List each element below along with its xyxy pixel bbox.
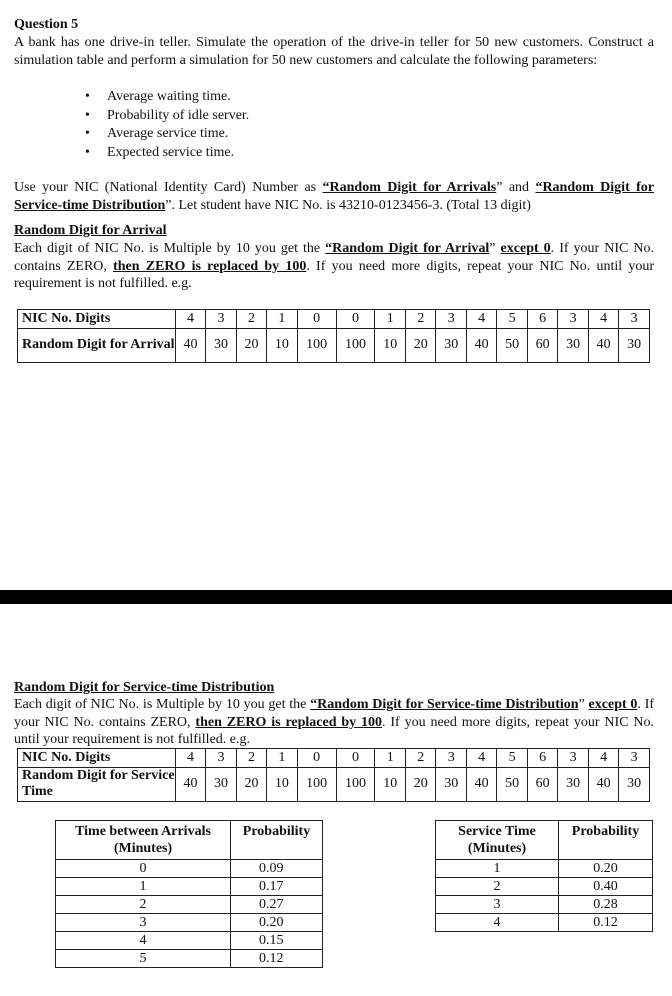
- value-cell: 20: [236, 328, 266, 362]
- table-row: 3 0.28: [436, 896, 653, 914]
- digit-cell: 0: [297, 310, 336, 329]
- value-cell: 30: [436, 328, 466, 362]
- table-row: 4 0.12: [436, 914, 653, 932]
- service-heading: Random Digit for Service-time Distribution: [14, 680, 275, 695]
- arrival-probability-table: [55, 820, 323, 968]
- table-row: 3 0.20: [56, 914, 323, 932]
- column-header: Time between Arrivals (Minutes): [56, 821, 231, 860]
- parameter-item: • Average waiting time.: [85, 88, 249, 107]
- service-probability-table: [435, 820, 653, 932]
- digit-cell: 4: [588, 749, 618, 768]
- value-cell: 30: [558, 328, 588, 362]
- digit-cell: 4: [175, 749, 205, 768]
- digit-cell: 0: [336, 749, 375, 768]
- digit-cell: 5: [497, 310, 527, 329]
- digit-cell: 6: [527, 310, 557, 329]
- value-cell: 20: [236, 767, 266, 801]
- value-cell: 30: [619, 328, 650, 362]
- digit-cell: 3: [558, 310, 588, 329]
- value-cell: 30: [436, 767, 466, 801]
- table-row: 1 0.20: [436, 860, 653, 878]
- nic-instructions: Use your NIC (National Identity Card) Number as “Random Digit for Arrivals” and “Random Digit for Service-time Distribution”. Let student have NIC No. is 43210-0123456-3. (Total 13 digit): [14, 180, 654, 213]
- table-row: 5 0.12: [56, 950, 323, 968]
- digit-cell: 5: [497, 749, 527, 768]
- table-row: 4 0.15: [56, 932, 323, 950]
- digit-cell: 4: [175, 310, 205, 329]
- page-separator: [0, 590, 672, 604]
- value-cell: 100: [297, 767, 336, 801]
- parameter-item: • Average service time.: [85, 125, 249, 144]
- value-cell: 30: [206, 767, 236, 801]
- digit-cell: 2: [405, 749, 435, 768]
- row-label: NIC No. Digits: [18, 749, 176, 768]
- arrival-digit-table: [17, 309, 650, 363]
- digit-cell: 3: [558, 749, 588, 768]
- column-header: Probability: [559, 821, 653, 860]
- digit-cell: 3: [206, 749, 236, 768]
- value-cell: 40: [588, 328, 618, 362]
- digit-cell: 2: [236, 749, 266, 768]
- digit-cell: 1: [267, 310, 297, 329]
- digit-cell: 4: [588, 310, 618, 329]
- table-row: 2 0.40: [436, 878, 653, 896]
- parameter-item: • Expected service time.: [85, 144, 249, 163]
- value-cell: 40: [175, 767, 205, 801]
- column-header: Probability: [231, 821, 323, 860]
- digit-cell: 4: [466, 310, 496, 329]
- value-cell: 10: [375, 767, 405, 801]
- arrival-heading: Random Digit for Arrival: [14, 223, 167, 238]
- table-row: 0 0.09: [56, 860, 323, 878]
- digit-cell: 1: [375, 310, 405, 329]
- parameter-list: [85, 88, 249, 162]
- service-instructions: Each digit of NIC No. is Multiple by 10 you get the “Random Digit for Service-time Distribution” except 0. If your NIC No. contains ZERO, then ZERO is replaced by 100. If you need more digits, repeat your NIC No. until your requirement is not fulfilled. e.g.: [14, 697, 655, 747]
- value-cell: 40: [466, 767, 496, 801]
- column-header: Service Time (Minutes): [436, 821, 559, 860]
- digit-cell: 0: [336, 310, 375, 329]
- table-row: 1 0.17: [56, 878, 323, 896]
- value-cell: 50: [497, 767, 527, 801]
- value-cell: 100: [336, 328, 375, 362]
- service-digit-table: [17, 748, 650, 802]
- digit-cell: 3: [436, 310, 466, 329]
- value-cell: 100: [336, 767, 375, 801]
- row-label: Random Digit for Arrival: [18, 328, 176, 362]
- table-row: 2 0.27: [56, 896, 323, 914]
- question-title: Question 5: [14, 17, 79, 32]
- value-cell: 30: [619, 767, 650, 801]
- digit-cell: 6: [527, 749, 557, 768]
- value-cell: 40: [466, 328, 496, 362]
- value-cell: 60: [527, 767, 557, 801]
- digit-cell: 1: [375, 749, 405, 768]
- digit-cell: 1: [267, 749, 297, 768]
- value-cell: 40: [588, 767, 618, 801]
- value-cell: 30: [206, 328, 236, 362]
- digit-cell: 3: [436, 749, 466, 768]
- arrival-instructions: Each digit of NIC No. is Multiple by 10 you get the “Random Digit for Arrival” except 0. If your NIC No. contains ZERO, then ZERO is replaced by 100. If you need more digits, repeat your NIC No. until your requirement is not fulfilled. e.g.: [14, 241, 654, 291]
- question-intro: A bank has one drive-in teller. Simulate the operation of the drive-in teller for 50 new customers. Construct a simulation table and perform a simulation for 50 new customers and calculate the following parameters:: [14, 35, 654, 68]
- digit-cell: 3: [619, 310, 650, 329]
- digit-cell: 3: [619, 749, 650, 768]
- digit-cell: 2: [236, 310, 266, 329]
- value-cell: 40: [175, 328, 205, 362]
- value-cell: 20: [405, 328, 435, 362]
- digit-cell: 0: [297, 749, 336, 768]
- row-label: NIC No. Digits: [18, 310, 176, 329]
- value-cell: 20: [405, 767, 435, 801]
- digit-cell: 3: [206, 310, 236, 329]
- parameter-item: • Probability of idle server.: [85, 107, 249, 126]
- digit-cell: 4: [466, 749, 496, 768]
- value-cell: 10: [375, 328, 405, 362]
- value-cell: 50: [497, 328, 527, 362]
- digit-cell: 2: [405, 310, 435, 329]
- value-cell: 30: [558, 767, 588, 801]
- value-cell: 10: [267, 328, 297, 362]
- value-cell: 10: [267, 767, 297, 801]
- value-cell: 60: [527, 328, 557, 362]
- value-cell: 100: [297, 328, 336, 362]
- row-label: Random Digit for Service Time: [18, 767, 176, 801]
